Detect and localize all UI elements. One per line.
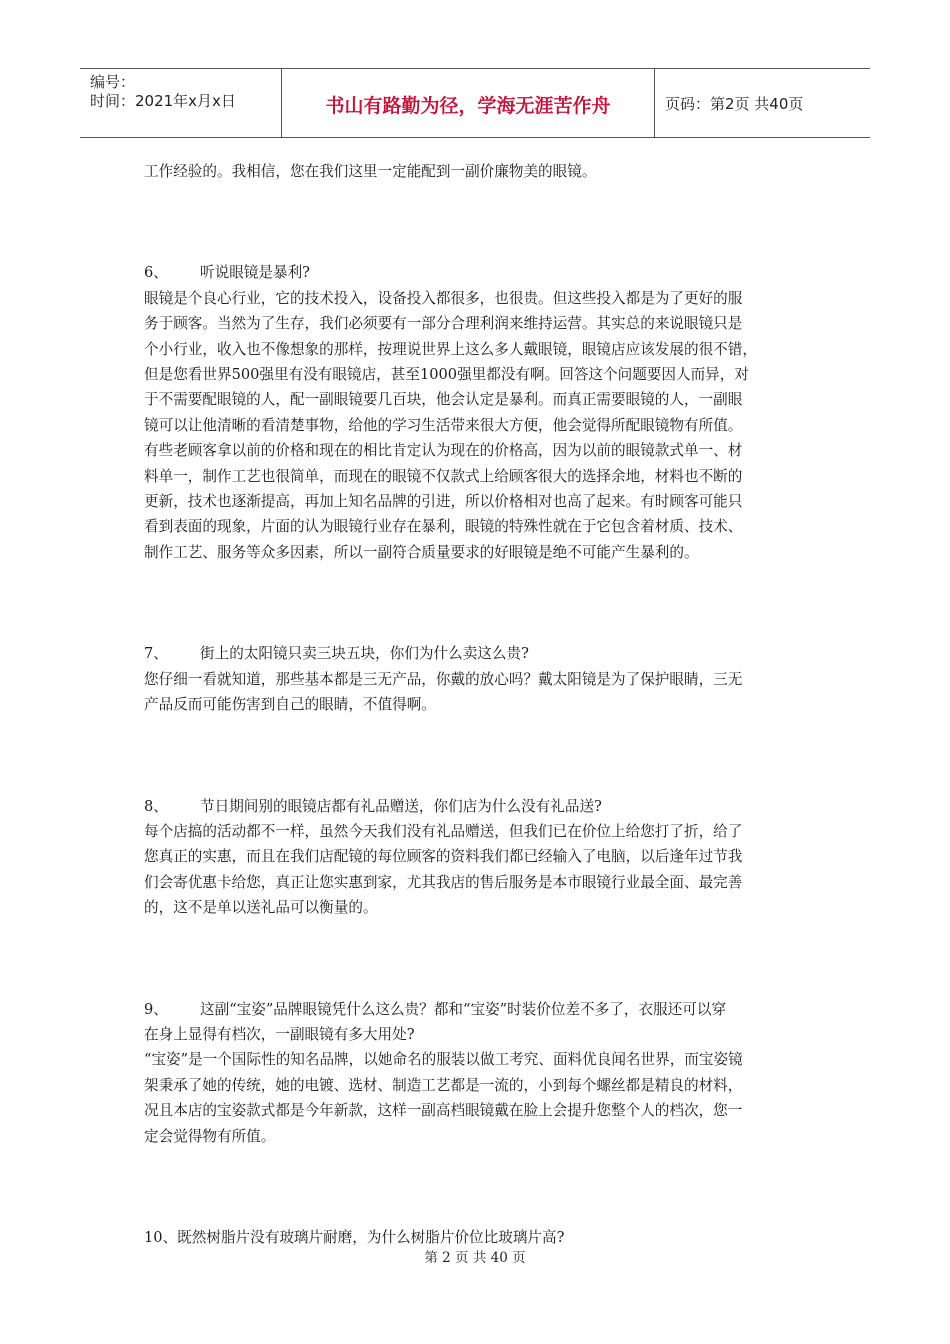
question (144, 260, 808, 285)
answer-line: 况且本店的宝姿款式都是今年新款，这样一副高档眼镜戴在脸上会提升您整个人的档次，您一 (144, 1102, 743, 1120)
answer-line: 个小行业，收入也不像想象的那样，按理说世界上这么多人戴眼镜，眼镜店应该发展的很不错， (144, 340, 757, 358)
question-number: 9、 (144, 1000, 168, 1018)
answer-line: 更新，技术也逐渐提高，再加上知名品牌的引进，所以价格相对也高了起来。有时顾客可能只 (144, 493, 743, 511)
answer-line: 您真正的实惠，而且在我们店配镜的每位顾客的资料我们都已经输入了电脑，以后逢年过节我 (144, 848, 743, 866)
question-number: 7、 (144, 645, 168, 663)
question-text: 听说眼镜是暴利? (200, 264, 310, 282)
answer-line: 但是您看世界500强里有没有眼镜店，甚至1000强里都没有啊。回答这个问题要因人而异，对 (144, 366, 749, 384)
answer-line: 看到表面的现象，片面的认为眼镜行业存在暴利，眼镜的特殊性就在于它包含着材质、技术、 (144, 518, 743, 536)
answer-line: “宝姿”是一个国际性的知名品牌，以她命名的服装以做工考究、面料优良闻名世界，而宝姿镜 (144, 1051, 743, 1069)
question-continued: 在身上显得有档次，一副眼镜有多大用处? (144, 1025, 415, 1043)
qa-item-8 (144, 794, 808, 921)
code-label: 编号： (90, 73, 136, 91)
answer-line: 务于顾客。当然为了生存，我们必须要有一部分合理利润来维持运营。其实总的来说眼镜只是 (144, 315, 743, 333)
answer-line: 定会觉得物有所值。 (144, 1127, 276, 1145)
answer-line: 于不需要配眼镜的人，配一副眼镜要几百块，他会认定是暴利。而真正需要眼镜的人，一副眼 (144, 391, 743, 409)
intro-paragraph: 工作经验的。我相信，您在我们这里一定能配到一副价廉物美的眼镜。 (144, 163, 597, 180)
question (144, 997, 808, 1022)
page-header (80, 68, 870, 138)
question-number: 8、 (144, 797, 168, 815)
page-footer: 第 2 页 共 40 页 (424, 1250, 526, 1266)
answer-line: 的，这不是单以送礼品可以衡量的。 (144, 899, 378, 917)
answer-line: 每个店搞的活动都不一样，虽然今天我们没有礼品赠送，但我们已在价位上给您打了折，给了 (144, 822, 743, 840)
question-text: 这副“宝姿”品牌眼镜凭什么这么贵？都和“宝姿”时装价位差不多了，衣服还可以穿 (200, 1000, 727, 1018)
answer-line: 料单一，制作工艺也很简单，而现在的眼镜不仅款式上给顾客很大的选择余地，材料也不断的 (144, 467, 743, 485)
header-slogan: 书山有路勤为径，学海无涯苦作舟 (325, 95, 611, 117)
qa-item-7 (144, 641, 808, 717)
question-text: 节日期间别的眼镜店都有礼品赠送，你们店为什么没有礼品送? (200, 797, 602, 815)
time-label: 时间：2021年x月x日 (90, 92, 236, 110)
qa-item-9 (144, 997, 808, 1149)
answer-line: 制作工艺、服务等众多因素，所以一副符合质量要求的好眼镜是绝不可能产生暴利的。 (144, 543, 699, 561)
header-divider (654, 69, 655, 137)
qa-item-6 (144, 260, 808, 565)
answer-line: 产品反而可能伤害到自己的眼睛，不值得啊。 (144, 696, 436, 714)
answer-line: 镜可以让他清晰的看清楚事物，给他的学习生活带来很大方便，他会觉得所配眼镜物有所值。 (144, 416, 743, 434)
answer-line: 眼镜是个良心行业，它的技术投入，设备投入都很多，也很贵。但这些投入都是为了更好的服 (144, 289, 743, 307)
answer-line: 们会寄优惠卡给您，真正让您实惠到家，尤其我店的售后服务是本市眼镜行业最全面、最完善 (144, 873, 743, 891)
question (144, 641, 808, 666)
answer-line: 有些老顾客拿以前的价格和现在的相比肯定认为现在的价格高，因为以前的眼镜款式单一、材 (144, 442, 743, 460)
answer-line: 架秉承了她的传统，她的电镀、选材、制造工艺都是一流的，小到每个螺丝都是精良的材料， (144, 1076, 743, 1094)
question-number: 6、 (144, 264, 168, 282)
question-text: 街上的太阳镜只卖三块五块，你们为什么卖这么贵? (200, 645, 529, 663)
answer-line: 您仔细一看就知道，那些基本都是三无产品，你戴的放心吗？戴太阳镜是为了保护眼睛，三无 (144, 670, 743, 688)
question (144, 794, 808, 819)
question-10: 10、既然树脂片没有玻璃片耐磨，为什么树脂片价位比玻璃片高? (144, 1228, 565, 1246)
header-meta (90, 73, 236, 111)
header-page-number: 页码：第2页 共40页 (665, 95, 804, 113)
document-body (144, 159, 808, 1250)
